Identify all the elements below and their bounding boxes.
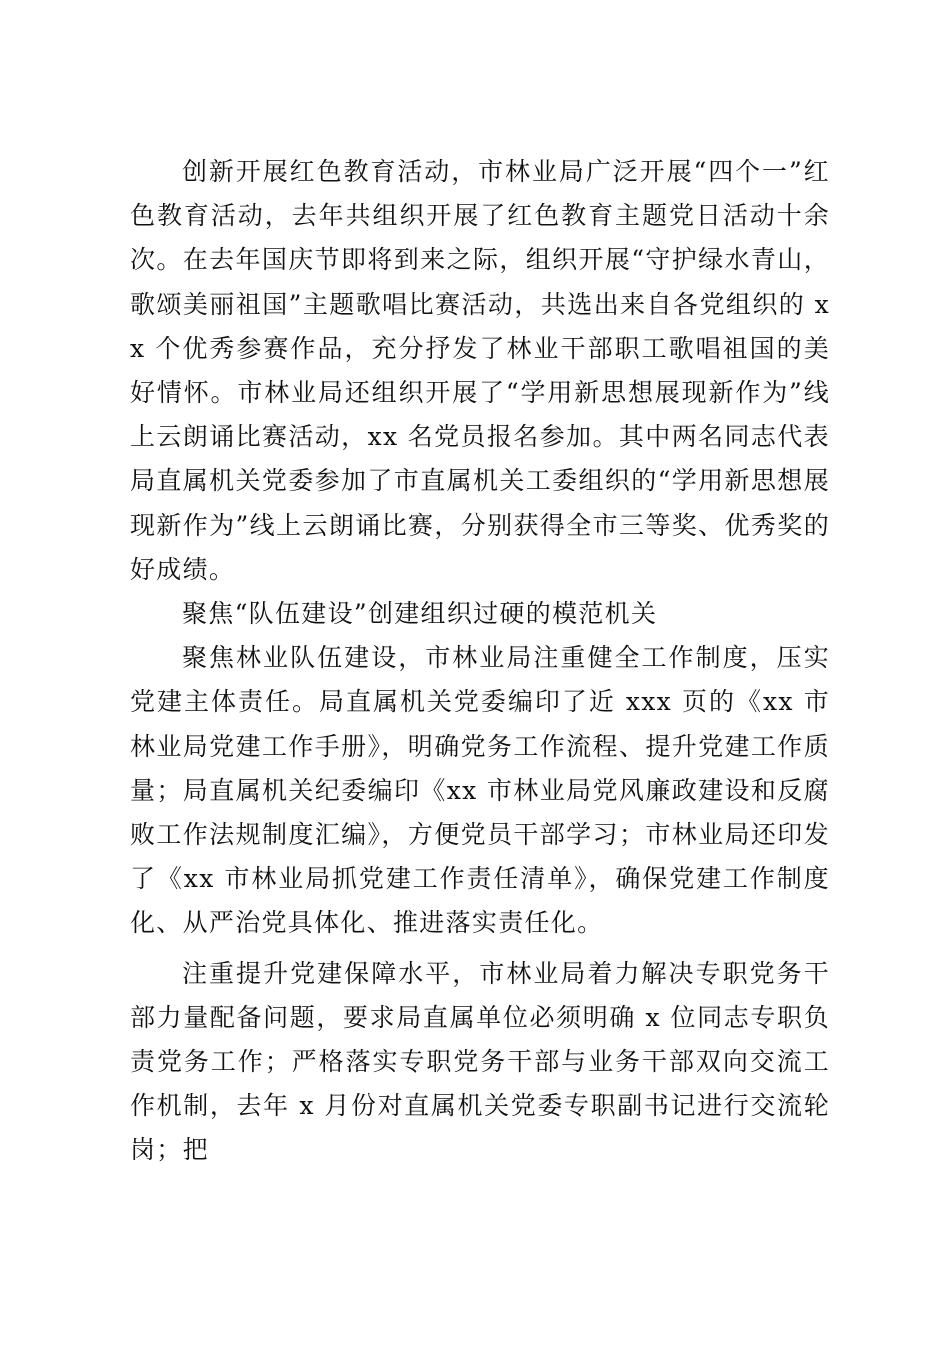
paragraph-party-support: 注重提升党建保障水平，市林业局着力解决专职党务干部力量配备问题，要求局直属单位必须明确 x 位同志专职负责党务工作；严格落实专职党务干部与业务干部双向交流工作机制，去年 x 月份对直属机关党委专职副书记进行交流轮岗；把 <box>130 958 830 1165</box>
paragraph-team-building: 聚焦林业队伍建设，市林业局注重健全工作制度，压实党建主体责任。局直属机关党委编印了近 xxx 页的《xx 市林业局党建工作手册》，明确党务工作流程、提升党建工作质量；局直属机关纪委编印《xx 市林业局党风廉政建设和反腐败工作法规制度汇编》，方便党员干部学习；市林业局还印发了《xx 市林业局抓党建工作责任清单》，确保党建工作制度化、从严治党具体化、推进落实责任化。 <box>130 643 830 938</box>
paragraph-red-education: 创新开展红色教育活动，市林业局广泛开展“四个一”红色教育活动，去年共组织开展了红色教育主题党日活动十余次。在去年国庆节即将到来之际，组织开展“守护绿水青山，歌颂美丽祖国”主题歌唱比赛活动，共选出来自各党组织的 xx 个优秀参赛作品，充分抒发了林业干部职工歌唱祖国的美好情怀。市林业局还组织开展了“学用新思想展现新作为”线上云朗诵比赛活动，xx 名党员报名参加。其中两名同志代表局直属机关党委参加了市直属机关工委组织的“学用新思想展现新作为”线上云朗诵比赛，分别获得全市三等奖、优秀奖的好成绩。 <box>130 157 830 584</box>
section-heading-team-building: 聚焦“队伍建设”创建组织过硬的模范机关 <box>182 599 658 629</box>
document-body <box>130 150 830 1173</box>
